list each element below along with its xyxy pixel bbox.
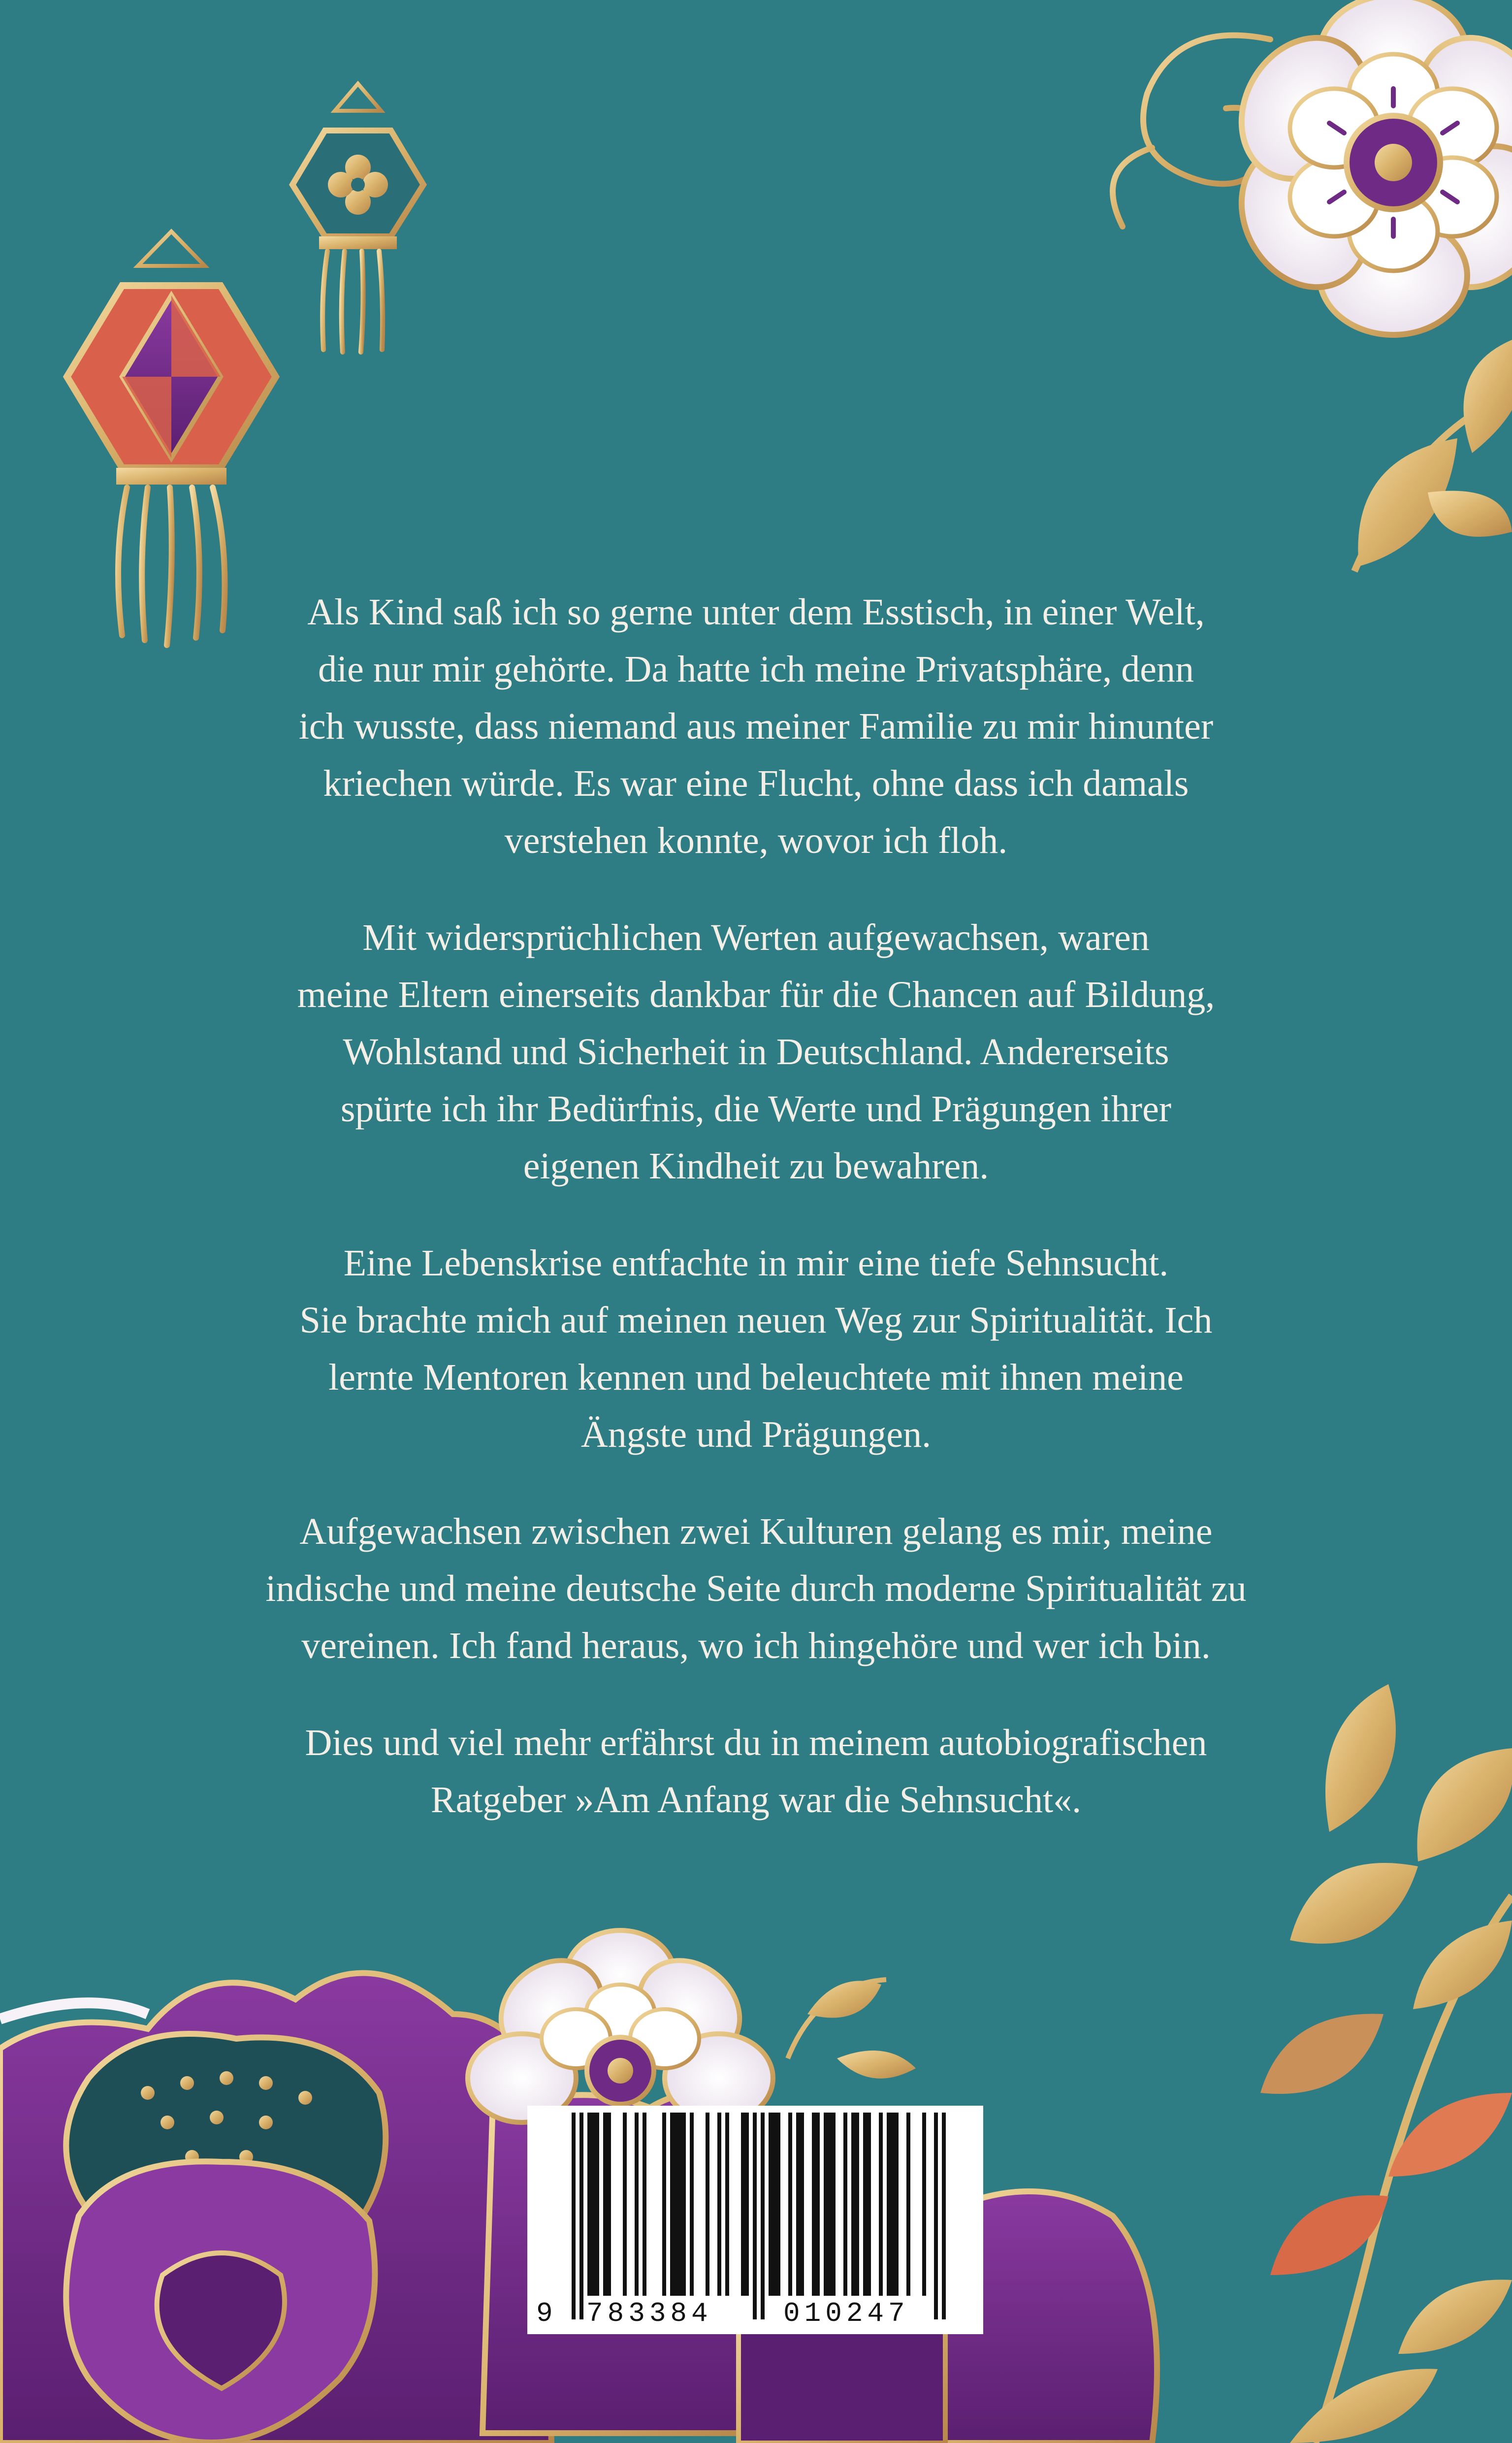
barcode-bar bbox=[682, 2113, 686, 2296]
lantern-large-icon bbox=[67, 0, 276, 645]
isbn-barcode bbox=[527, 2106, 983, 2334]
barcode-bar bbox=[800, 2113, 804, 2296]
blurb-line: ich wusste, dass niemand aus meiner Familie zu mir hinunter bbox=[298, 706, 1214, 747]
gold-leaf-icon bbox=[1354, 340, 1512, 571]
barcode-bar bbox=[595, 2113, 599, 2296]
barcode-bar bbox=[879, 2113, 883, 2296]
barcode-bar bbox=[572, 2113, 576, 2319]
blurb-paragraph-2 bbox=[231, 909, 1281, 1195]
barcode-bar bbox=[690, 2113, 694, 2296]
barcode-first-digit: 9 bbox=[536, 2298, 557, 2329]
barcode-bar bbox=[828, 2113, 832, 2296]
lantern-small-icon bbox=[292, 0, 423, 352]
barcode-bar bbox=[776, 2113, 780, 2296]
blurb-paragraph-3 bbox=[231, 1235, 1281, 1463]
barcode-bar bbox=[887, 2113, 891, 2296]
blurb-line: lernte Mentoren kennen und beleuchtete mit ihnen meine bbox=[328, 1357, 1184, 1398]
blurb-line: Wohlstand und Sicherheit in Deutschland. Andererseits bbox=[343, 1031, 1169, 1073]
barcode-bar bbox=[678, 2113, 682, 2296]
barcode-bar bbox=[674, 2113, 678, 2296]
blurb-line: Aufgewachsen zwischen zwei Kulturen gelang es mir, meine bbox=[299, 1511, 1213, 1552]
barcode-bar bbox=[891, 2113, 895, 2296]
blurb-line: Mit widersprüchlichen Werten aufgewachsen, waren bbox=[362, 917, 1150, 958]
barcode-bar bbox=[851, 2113, 855, 2296]
blurb-line: vereinen. Ich fand heraus, wo ich hingehöre und wer ich bin. bbox=[301, 1625, 1211, 1666]
barcode-bar bbox=[906, 2113, 910, 2296]
barcode-bar bbox=[607, 2113, 611, 2296]
barcode-bar bbox=[670, 2113, 674, 2296]
barcode-bar bbox=[717, 2113, 721, 2296]
barcode-bar bbox=[587, 2113, 591, 2296]
white-flower-icon bbox=[468, 1930, 916, 2122]
barcode-bar bbox=[706, 2113, 709, 2296]
barcode-bar bbox=[623, 2113, 627, 2296]
blurb-line: spürte ich ihr Bedürfnis, die Werte und Prägungen ihrer bbox=[340, 1088, 1172, 1130]
barcode-bar bbox=[832, 2113, 836, 2296]
barcode-bar bbox=[867, 2113, 871, 2296]
barcode-bar bbox=[579, 2113, 583, 2319]
blurb-text bbox=[231, 584, 1281, 1868]
barcode-bar bbox=[816, 2113, 820, 2296]
barcode-bar bbox=[812, 2113, 816, 2296]
barcode-bar bbox=[769, 2113, 772, 2296]
blurb-paragraph-1 bbox=[231, 584, 1281, 869]
barcode-bar bbox=[843, 2113, 847, 2296]
blurb-line: die nur mir gehörte. Da hatte ich meine Privatsphäre, denn bbox=[318, 649, 1194, 690]
barcode-right-group: 010247 bbox=[783, 2298, 909, 2329]
blurb-line: Als Kind saß ich so gerne unter dem Esstisch, in einer Welt, bbox=[307, 591, 1205, 633]
blurb-line: Sie brachte mich auf meinen neuen Weg zur Spiritualität. Ich bbox=[299, 1300, 1213, 1341]
barcode-bar bbox=[824, 2113, 828, 2296]
barcode-left-group: 783384 bbox=[586, 2298, 712, 2329]
barcode-bar bbox=[741, 2113, 745, 2296]
barcode-bar bbox=[922, 2113, 926, 2296]
blurb-paragraph-5 bbox=[231, 1714, 1281, 1828]
blurb-line: verstehen konnte, wovor ich floh. bbox=[504, 820, 1008, 861]
barcode-bar bbox=[796, 2113, 800, 2296]
blurb-line: Eine Lebenskrise entfachte in mir eine tiefe Sehnsucht. bbox=[343, 1242, 1169, 1284]
barcode-bar bbox=[788, 2113, 792, 2296]
blurb-line: kriechen würde. Es war eine Flucht, ohne dass ich damals bbox=[323, 763, 1189, 804]
barcode-bar bbox=[725, 2113, 729, 2296]
blurb-line: Ratgeber »Am Anfang war die Sehnsucht«. bbox=[430, 1779, 1082, 1821]
barcode-bar bbox=[895, 2113, 899, 2296]
blurb-line: eigenen Kindheit zu bewahren. bbox=[523, 1145, 989, 1187]
barcode-bar bbox=[591, 2113, 595, 2296]
barcode-bar bbox=[761, 2113, 765, 2319]
barcode-bar bbox=[942, 2113, 946, 2319]
barcode-bar bbox=[753, 2113, 757, 2319]
barcode-bar bbox=[745, 2113, 749, 2296]
barcode-bar bbox=[855, 2113, 859, 2296]
barcode-bar bbox=[662, 2113, 666, 2296]
barcode-bar bbox=[772, 2113, 776, 2296]
gold-leaf-icon bbox=[1260, 1684, 1512, 2443]
blurb-line: Dies und viel mehr erfährst du in meinem autobiografischen bbox=[305, 1722, 1207, 1763]
blurb-line: meine Eltern einerseits dankbar für die Chancen auf Bildung, bbox=[297, 974, 1215, 1015]
blurb-line: indische und meine deutsche Seite durch moderne Spiritualität zu bbox=[265, 1568, 1247, 1609]
blurb-line: Ängste und Prägungen. bbox=[580, 1414, 932, 1455]
barcode-bar bbox=[863, 2113, 867, 2296]
barcode-bar bbox=[635, 2113, 639, 2296]
blurb-paragraph-4 bbox=[231, 1503, 1281, 1674]
barcode-bar bbox=[934, 2113, 938, 2319]
white-flower-icon bbox=[1217, 0, 1512, 335]
barcode-bar bbox=[643, 2113, 646, 2296]
barcode-bar bbox=[603, 2113, 607, 2296]
